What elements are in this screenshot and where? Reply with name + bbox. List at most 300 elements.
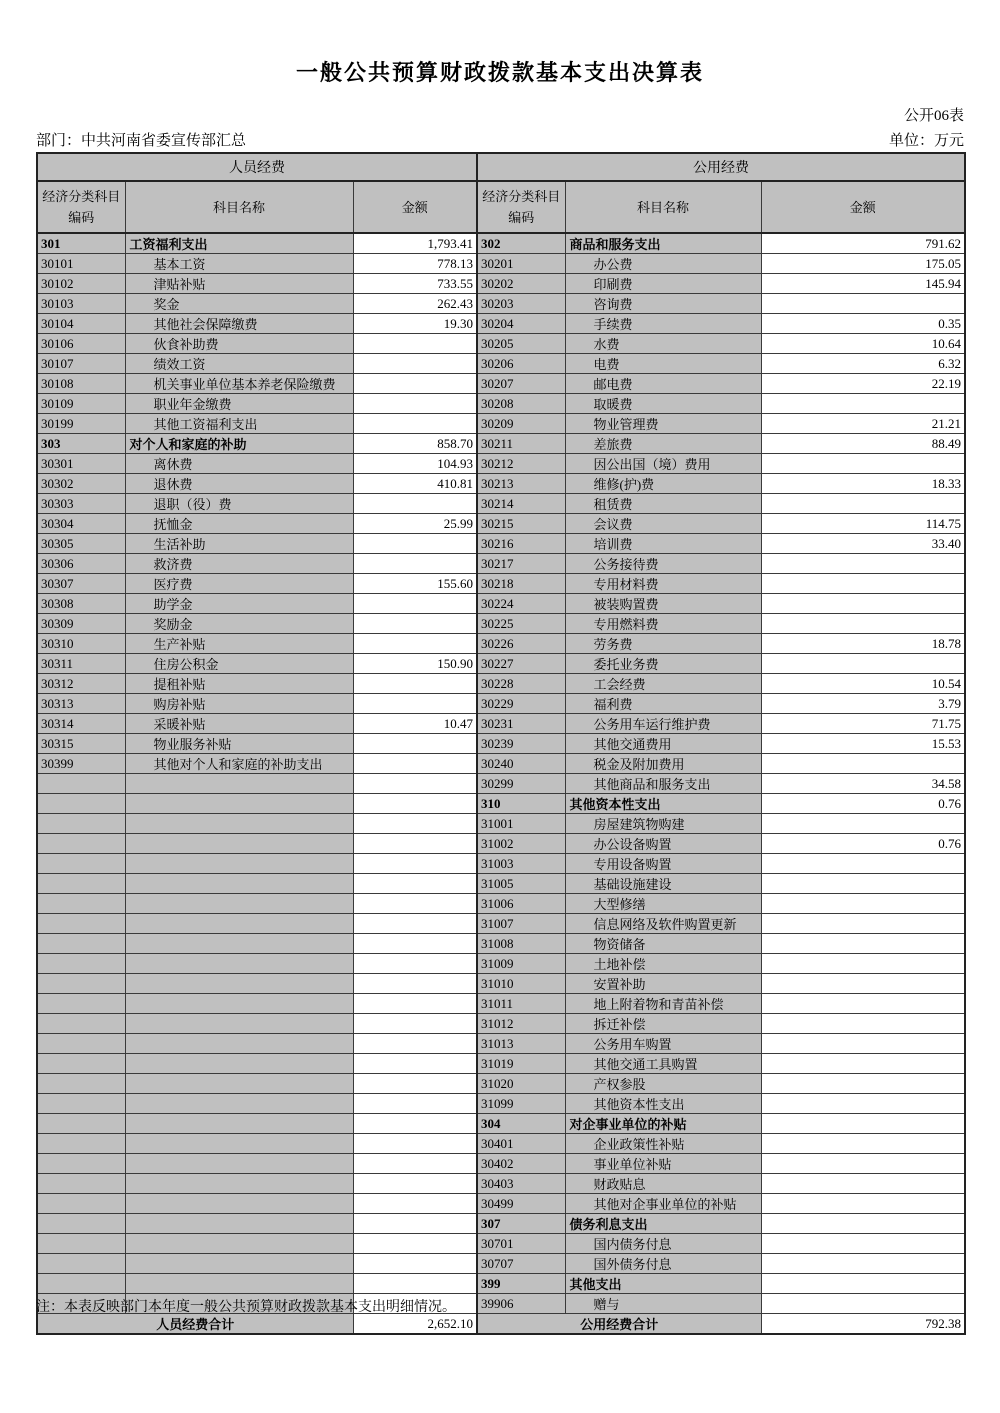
right-row-amount: [761, 1214, 965, 1234]
right-row-code: 30218: [477, 574, 565, 594]
table-row: [37, 474, 965, 494]
right-row-code: 30203: [477, 294, 565, 314]
left-row-amount: 25.99: [353, 514, 477, 534]
left-row-code: 30103: [37, 294, 125, 314]
left-row-code: [37, 894, 125, 914]
left-row-code: 30312: [37, 674, 125, 694]
right-row-amount: [761, 654, 965, 674]
left-row-code: [37, 874, 125, 894]
right-row-name: 对企事业单位的补贴: [565, 1114, 761, 1134]
right-row-code: 31007: [477, 914, 565, 934]
group-header-row: [37, 153, 965, 181]
table-row: [37, 1154, 965, 1174]
right-row-amount: [761, 1134, 965, 1154]
left-row-amount: [353, 554, 477, 574]
right-row-code: 30215: [477, 514, 565, 534]
left-col-header-code: [37, 181, 125, 233]
right-row-name: 电费: [565, 354, 761, 374]
table-row: [37, 694, 965, 714]
left-col-header-amount: 金额: [353, 181, 477, 233]
left-row-code: [37, 774, 125, 794]
left-col-header-name: 科目名称: [125, 181, 353, 233]
left-row-amount: [353, 914, 477, 934]
left-row-code: [37, 834, 125, 854]
table-row: [37, 634, 965, 654]
left-row-amount: [353, 1274, 477, 1294]
right-row-code: 30216: [477, 534, 565, 554]
left-row-name: [125, 1114, 353, 1134]
right-row-amount: [761, 1054, 965, 1074]
right-row-name: 公务用车运行维护费: [565, 714, 761, 734]
left-row-name: [125, 934, 353, 954]
left-row-amount: [353, 814, 477, 834]
left-row-code: 30314: [37, 714, 125, 734]
right-row-name: 国内债务付息: [565, 1234, 761, 1254]
left-row-code: [37, 974, 125, 994]
right-row-code: 30201: [477, 254, 565, 274]
right-row-name: 培训费: [565, 534, 761, 554]
right-row-code: 31099: [477, 1094, 565, 1114]
right-row-name: 其他交通工具购置: [565, 1054, 761, 1074]
right-row-code: 31013: [477, 1034, 565, 1054]
left-row-name: [125, 874, 353, 894]
right-row-name: 维修(护)费: [565, 474, 761, 494]
left-row-name: [125, 1154, 353, 1174]
left-group-header: 人员经费: [37, 153, 477, 181]
left-row-name: 绩效工资: [125, 354, 353, 374]
table-row: [37, 454, 965, 474]
left-row-name: [125, 1174, 353, 1194]
left-row-name: [125, 1214, 353, 1234]
left-row-amount: [353, 1194, 477, 1214]
right-row-amount: [761, 814, 965, 834]
right-row-code: 30205: [477, 334, 565, 354]
left-row-code: 30199: [37, 414, 125, 434]
table-code-label: 公开06表: [903, 108, 964, 124]
left-row-name: 救济费: [125, 554, 353, 574]
right-col-header-code-line1: 经济分类科目: [482, 189, 561, 204]
right-row-code: 310: [477, 794, 565, 814]
left-row-amount: [353, 854, 477, 874]
table-row: [37, 754, 965, 774]
table-row: [37, 594, 965, 614]
left-row-code: 301: [37, 233, 125, 254]
right-row-amount: [761, 934, 965, 954]
right-row-amount: 3.79: [761, 694, 965, 714]
left-row-code: [37, 1234, 125, 1254]
table-row: [37, 1134, 965, 1154]
right-row-name: 差旅费: [565, 434, 761, 454]
left-row-name: [125, 1014, 353, 1034]
left-row-name: 其他对个人和家庭的补助支出: [125, 754, 353, 774]
right-total-amount: 792.38: [761, 1314, 965, 1335]
right-row-amount: [761, 394, 965, 414]
left-row-code: [37, 854, 125, 874]
left-row-name: [125, 1094, 353, 1114]
left-row-code: 30305: [37, 534, 125, 554]
right-row-amount: [761, 894, 965, 914]
left-row-name: 生活补助: [125, 534, 353, 554]
left-row-name: 对个人和家庭的补助: [125, 434, 353, 454]
right-row-name: 印刷费: [565, 274, 761, 294]
left-row-name: 奖励金: [125, 614, 353, 634]
table-row: [37, 254, 965, 274]
left-row-name: [125, 814, 353, 834]
left-row-amount: 104.93: [353, 454, 477, 474]
left-row-code: [37, 914, 125, 934]
right-row-name: 手续费: [565, 314, 761, 334]
left-row-name: 伙食补助费: [125, 334, 353, 354]
left-row-name: [125, 1234, 353, 1254]
table-row: [37, 1074, 965, 1094]
right-row-name: 拆迁补偿: [565, 1014, 761, 1034]
right-row-name: 房屋建筑物购建: [565, 814, 761, 834]
left-row-code: 30109: [37, 394, 125, 414]
right-row-amount: [761, 994, 965, 1014]
right-row-code: 30206: [477, 354, 565, 374]
left-row-name: 津贴补贴: [125, 274, 353, 294]
right-row-amount: [761, 1234, 965, 1254]
left-row-code: 30301: [37, 454, 125, 474]
right-row-amount: [761, 754, 965, 774]
right-col-header-code-line2: 编码: [508, 210, 535, 225]
left-row-name: [125, 1254, 353, 1274]
left-row-name: [125, 1054, 353, 1074]
left-row-amount: 778.13: [353, 254, 477, 274]
table-row: [37, 1054, 965, 1074]
right-row-name: 其他对企事业单位的补贴: [565, 1194, 761, 1214]
right-row-amount: [761, 494, 965, 514]
left-row-amount: [353, 334, 477, 354]
right-row-name: 公务用车购置: [565, 1034, 761, 1054]
left-row-amount: [353, 734, 477, 754]
right-row-name: 邮电费: [565, 374, 761, 394]
right-row-amount: [761, 594, 965, 614]
right-row-amount: [761, 1074, 965, 1094]
right-row-code: 30228: [477, 674, 565, 694]
table-row: [37, 1214, 965, 1234]
table-row: [37, 814, 965, 834]
right-row-amount: [761, 1194, 965, 1214]
left-row-code: [37, 1114, 125, 1134]
left-row-code: [37, 1194, 125, 1214]
right-row-name: 办公设备购置: [565, 834, 761, 854]
left-row-amount: 19.30: [353, 314, 477, 334]
right-row-amount: 10.54: [761, 674, 965, 694]
table-row: [37, 1274, 965, 1294]
right-row-amount: 18.78: [761, 634, 965, 654]
right-row-amount: 0.76: [761, 834, 965, 854]
right-row-code: 307: [477, 1214, 565, 1234]
left-row-amount: [353, 1014, 477, 1034]
left-row-name: 购房补贴: [125, 694, 353, 714]
left-row-code: 30307: [37, 574, 125, 594]
right-row-code: 30208: [477, 394, 565, 414]
right-row-name: 咨询费: [565, 294, 761, 314]
left-row-code: [37, 994, 125, 1014]
right-row-code: 31019: [477, 1054, 565, 1074]
right-row-amount: [761, 1014, 965, 1034]
table-row: [37, 894, 965, 914]
right-row-code: 31001: [477, 814, 565, 834]
table-row: [37, 714, 965, 734]
right-row-amount: 21.21: [761, 414, 965, 434]
right-row-amount: [761, 614, 965, 634]
left-row-name: [125, 974, 353, 994]
right-total-label: 公用经费合计: [477, 1314, 761, 1335]
right-row-amount: 15.53: [761, 734, 965, 754]
left-row-code: [37, 1154, 125, 1174]
right-row-code: 30499: [477, 1194, 565, 1214]
table-row: [37, 1174, 965, 1194]
right-row-amount: [761, 1174, 965, 1194]
right-row-name: 租赁费: [565, 494, 761, 514]
right-row-amount: 22.19: [761, 374, 965, 394]
left-row-amount: [353, 874, 477, 894]
right-row-code: 30227: [477, 654, 565, 674]
right-row-name: 水费: [565, 334, 761, 354]
department-label: 部门：中共河南省委宣传部汇总: [36, 133, 247, 149]
right-row-name: 商品和服务支出: [565, 233, 761, 254]
right-row-code: 30202: [477, 274, 565, 294]
left-row-code: 30102: [37, 274, 125, 294]
left-row-amount: [353, 614, 477, 634]
table-row: [37, 514, 965, 534]
right-row-name: 企业政策性补贴: [565, 1134, 761, 1154]
right-row-amount: 0.35: [761, 314, 965, 334]
right-row-amount: [761, 854, 965, 874]
right-col-header-code: [477, 181, 565, 233]
left-row-amount: [353, 1134, 477, 1154]
left-total-amount: 2,652.10: [353, 1314, 477, 1335]
right-row-name: 财政贴息: [565, 1174, 761, 1194]
left-row-name: [125, 914, 353, 934]
left-row-code: [37, 1034, 125, 1054]
left-row-name: [125, 834, 353, 854]
right-row-code: 30707: [477, 1254, 565, 1274]
left-row-code: [37, 934, 125, 954]
left-col-header-code-line1: 经济分类科目: [42, 189, 121, 204]
right-row-amount: [761, 914, 965, 934]
table-row: [37, 1254, 965, 1274]
left-row-amount: [353, 674, 477, 694]
left-row-amount: [353, 1254, 477, 1274]
right-row-name: 专用设备购置: [565, 854, 761, 874]
right-row-name: 其他交通费用: [565, 734, 761, 754]
table-row: [37, 954, 965, 974]
totals-row: [37, 1314, 965, 1335]
left-row-code: [37, 1074, 125, 1094]
table-row: [37, 854, 965, 874]
left-row-amount: 155.60: [353, 574, 477, 594]
left-row-name: 助学金: [125, 594, 353, 614]
right-row-name: 基础设施建设: [565, 874, 761, 894]
right-row-code: 30212: [477, 454, 565, 474]
right-row-amount: 175.05: [761, 254, 965, 274]
right-row-code: 31006: [477, 894, 565, 914]
right-col-header-name: 科目名称: [565, 181, 761, 233]
right-row-amount: [761, 1034, 965, 1054]
left-row-name: [125, 1074, 353, 1094]
right-row-code: 31012: [477, 1014, 565, 1034]
left-row-code: [37, 1214, 125, 1234]
right-row-name: 专用材料费: [565, 574, 761, 594]
table-row: [37, 914, 965, 934]
right-row-code: 30240: [477, 754, 565, 774]
left-row-name: 基本工资: [125, 254, 353, 274]
right-row-amount: 791.62: [761, 233, 965, 254]
left-row-code: [37, 954, 125, 974]
right-row-name: 公务接待费: [565, 554, 761, 574]
left-row-code: [37, 1174, 125, 1194]
right-row-amount: 6.32: [761, 354, 965, 374]
left-row-code: 30399: [37, 754, 125, 774]
left-row-name: 提租补贴: [125, 674, 353, 694]
left-row-amount: [353, 414, 477, 434]
right-row-amount: 0.76: [761, 794, 965, 814]
right-row-name: 被装购置费: [565, 594, 761, 614]
right-row-code: 302: [477, 233, 565, 254]
left-row-amount: [353, 994, 477, 1014]
unit-label: 单位：万元: [888, 133, 964, 149]
right-row-code: 30226: [477, 634, 565, 654]
right-row-amount: [761, 1254, 965, 1274]
right-row-code: 30401: [477, 1134, 565, 1154]
table-row: [37, 834, 965, 854]
table-row: [37, 1094, 965, 1114]
left-row-name: 机关事业单位基本养老保险缴费: [125, 374, 353, 394]
table-row: [37, 314, 965, 334]
right-row-amount: 34.58: [761, 774, 965, 794]
left-row-code: 30306: [37, 554, 125, 574]
left-row-name: [125, 854, 353, 874]
left-row-name: 职业年金缴费: [125, 394, 353, 414]
right-col-header-amount: 金额: [761, 181, 965, 233]
table-row: [37, 554, 965, 574]
right-row-code: 31003: [477, 854, 565, 874]
left-row-amount: 858.70: [353, 434, 477, 454]
right-row-amount: [761, 574, 965, 594]
right-row-code: 30403: [477, 1174, 565, 1194]
left-row-name: [125, 774, 353, 794]
left-row-amount: [353, 1094, 477, 1114]
left-row-amount: [353, 754, 477, 774]
left-row-amount: 733.55: [353, 274, 477, 294]
right-row-code: 30217: [477, 554, 565, 574]
left-row-amount: [353, 534, 477, 554]
table-row: [37, 1014, 965, 1034]
left-row-code: 30303: [37, 494, 125, 514]
left-row-amount: [353, 354, 477, 374]
left-row-name: 退职（役）费: [125, 494, 353, 514]
right-row-amount: 18.33: [761, 474, 965, 494]
left-row-code: 30311: [37, 654, 125, 674]
left-row-name: [125, 894, 353, 914]
right-row-amount: [761, 1094, 965, 1114]
left-row-name: [125, 1194, 353, 1214]
right-row-code: 30701: [477, 1234, 565, 1254]
right-row-amount: [761, 1114, 965, 1134]
left-row-amount: [353, 894, 477, 914]
footnote: 注：本表反映部门本年度一般公共预算财政拨款基本支出明细情况。: [36, 1300, 456, 1315]
left-row-amount: [353, 954, 477, 974]
left-row-code: 30310: [37, 634, 125, 654]
left-row-amount: 262.43: [353, 294, 477, 314]
right-row-code: 31008: [477, 934, 565, 954]
right-row-code: 31010: [477, 974, 565, 994]
table-row: [37, 294, 965, 314]
right-row-name: 其他支出: [565, 1274, 761, 1294]
right-row-name: 物业管理费: [565, 414, 761, 434]
right-row-code: 30214: [477, 494, 565, 514]
left-row-code: 30309: [37, 614, 125, 634]
left-row-code: 30106: [37, 334, 125, 354]
right-row-name: 专用燃料费: [565, 614, 761, 634]
left-row-name: 其他社会保障缴费: [125, 314, 353, 334]
right-row-code: 30209: [477, 414, 565, 434]
right-row-code: 30225: [477, 614, 565, 634]
table-row: [37, 534, 965, 554]
right-row-name: 其他商品和服务支出: [565, 774, 761, 794]
left-row-code: 30302: [37, 474, 125, 494]
right-row-code: 30211: [477, 434, 565, 454]
right-row-name: 税金及附加费用: [565, 754, 761, 774]
left-row-name: 离休费: [125, 454, 353, 474]
table-row: [37, 334, 965, 354]
left-row-amount: [353, 1174, 477, 1194]
left-row-name: 退休费: [125, 474, 353, 494]
budget-table-body: [37, 233, 965, 1314]
table-row: [37, 674, 965, 694]
left-row-amount: 10.47: [353, 714, 477, 734]
right-row-amount: 88.49: [761, 434, 965, 454]
left-row-amount: [353, 634, 477, 654]
right-row-code: 31020: [477, 1074, 565, 1094]
left-row-amount: [353, 1034, 477, 1054]
table-row: [37, 734, 965, 754]
left-row-name: [125, 1274, 353, 1294]
left-row-amount: [353, 1154, 477, 1174]
left-row-code: [37, 1134, 125, 1154]
right-row-amount: [761, 1274, 965, 1294]
right-row-amount: 145.94: [761, 274, 965, 294]
right-row-name: 因公出国（境）费用: [565, 454, 761, 474]
table-row: [37, 274, 965, 294]
column-header-row: [37, 181, 965, 233]
table-row: [37, 974, 965, 994]
left-row-name: [125, 1134, 353, 1154]
right-row-code: 30402: [477, 1154, 565, 1174]
right-row-code: 30299: [477, 774, 565, 794]
table-row: [37, 654, 965, 674]
right-row-amount: 114.75: [761, 514, 965, 534]
left-row-code: 30107: [37, 354, 125, 374]
right-row-code: 399: [477, 1274, 565, 1294]
left-row-name: 物业服务补贴: [125, 734, 353, 754]
table-row: [37, 574, 965, 594]
left-row-amount: [353, 394, 477, 414]
right-row-amount: [761, 454, 965, 474]
left-row-amount: [353, 594, 477, 614]
left-row-name: [125, 794, 353, 814]
left-row-amount: [353, 1054, 477, 1074]
right-row-name: 工会经费: [565, 674, 761, 694]
table-row: [37, 354, 965, 374]
table-row: [37, 934, 965, 954]
left-row-amount: [353, 1234, 477, 1254]
left-row-amount: 410.81: [353, 474, 477, 494]
right-row-name: 信息网络及软件购置更新: [565, 914, 761, 934]
